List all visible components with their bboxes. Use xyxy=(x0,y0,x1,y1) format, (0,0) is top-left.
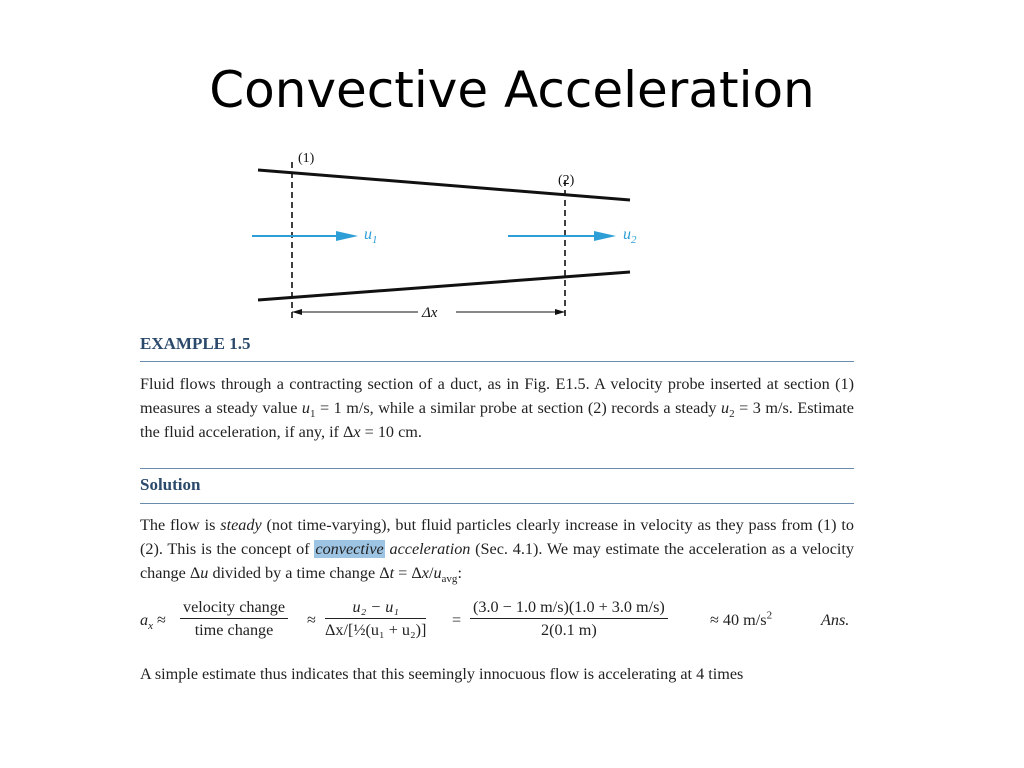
equals-sign: = xyxy=(452,611,462,629)
dx-label: Δx xyxy=(422,305,438,321)
divider xyxy=(140,468,854,469)
divider xyxy=(140,361,854,362)
fraction-numeric: $\frac{(3.0 - 1.0 m/s)(1.0 + 3.0 m/s)}{2(0.1 m)}$ xyxy=(470,598,668,640)
acceleration-equation xyxy=(140,598,854,650)
equation-lhs: $a_x$ ≈ xyxy=(140,611,166,633)
solution-paragraph: The flow is steady (not time-varying), but fluid particles clearly increase in velocity as they pass from (1) to (2). This is the concept of convective acceleration (Sec. 4.1). We may estimate the acceleration as a velocity change Δu divided by a time change $\Delta t = \Delta x/u_{avg}$: xyxy=(140,516,854,586)
answer-label: Ans. xyxy=(821,611,850,629)
dx-arrowhead-left xyxy=(292,309,302,315)
velocity-1-arrowhead xyxy=(336,231,358,241)
section-1-label: (1) xyxy=(298,151,315,166)
highlighted-word: convective xyxy=(315,540,384,558)
dx-arrowhead-right xyxy=(555,309,565,315)
slide-title: Convective Acceleration xyxy=(209,61,815,119)
divider xyxy=(140,503,854,504)
solution-heading: Solution xyxy=(140,475,201,494)
velocity-1-label: $u_1$ xyxy=(364,226,378,246)
problem-statement: Fluid flows through a contracting section of a duct, as in Fig. E1.5. A velocity probe inserted at section (1) measures a steady value $u_1 = 1$ m/s, while a similar probe at section (2) records a steady $u_2 = 3$ m/s. Estimate the fluid acceleration, if any, if Δx = 10 cm. xyxy=(140,375,854,441)
approx-sign: ≈ xyxy=(307,611,316,629)
duct-bottom-wall xyxy=(258,272,630,300)
equation-result: ≈ 40 $m/s^2$ xyxy=(710,609,773,629)
fraction-du-over-dt: $\frac{\text{u₂ − u₁}}{\text{Δx/[½(u₁ + u₂)]}}$ xyxy=(325,598,427,639)
fraction-velocity-over-time: velocity change time change xyxy=(180,598,288,640)
closing-sentence: A simple estimate thus indicates that this seemingly innocuous flow is accelerating at 4 times xyxy=(140,665,744,683)
example-heading: EXAMPLE 1.5 xyxy=(140,334,251,353)
duct-diagram xyxy=(240,142,680,324)
velocity-2-label: $u_2$ xyxy=(623,226,637,246)
velocity-2-arrowhead xyxy=(594,231,616,241)
section-2-label: (2) xyxy=(558,173,575,188)
